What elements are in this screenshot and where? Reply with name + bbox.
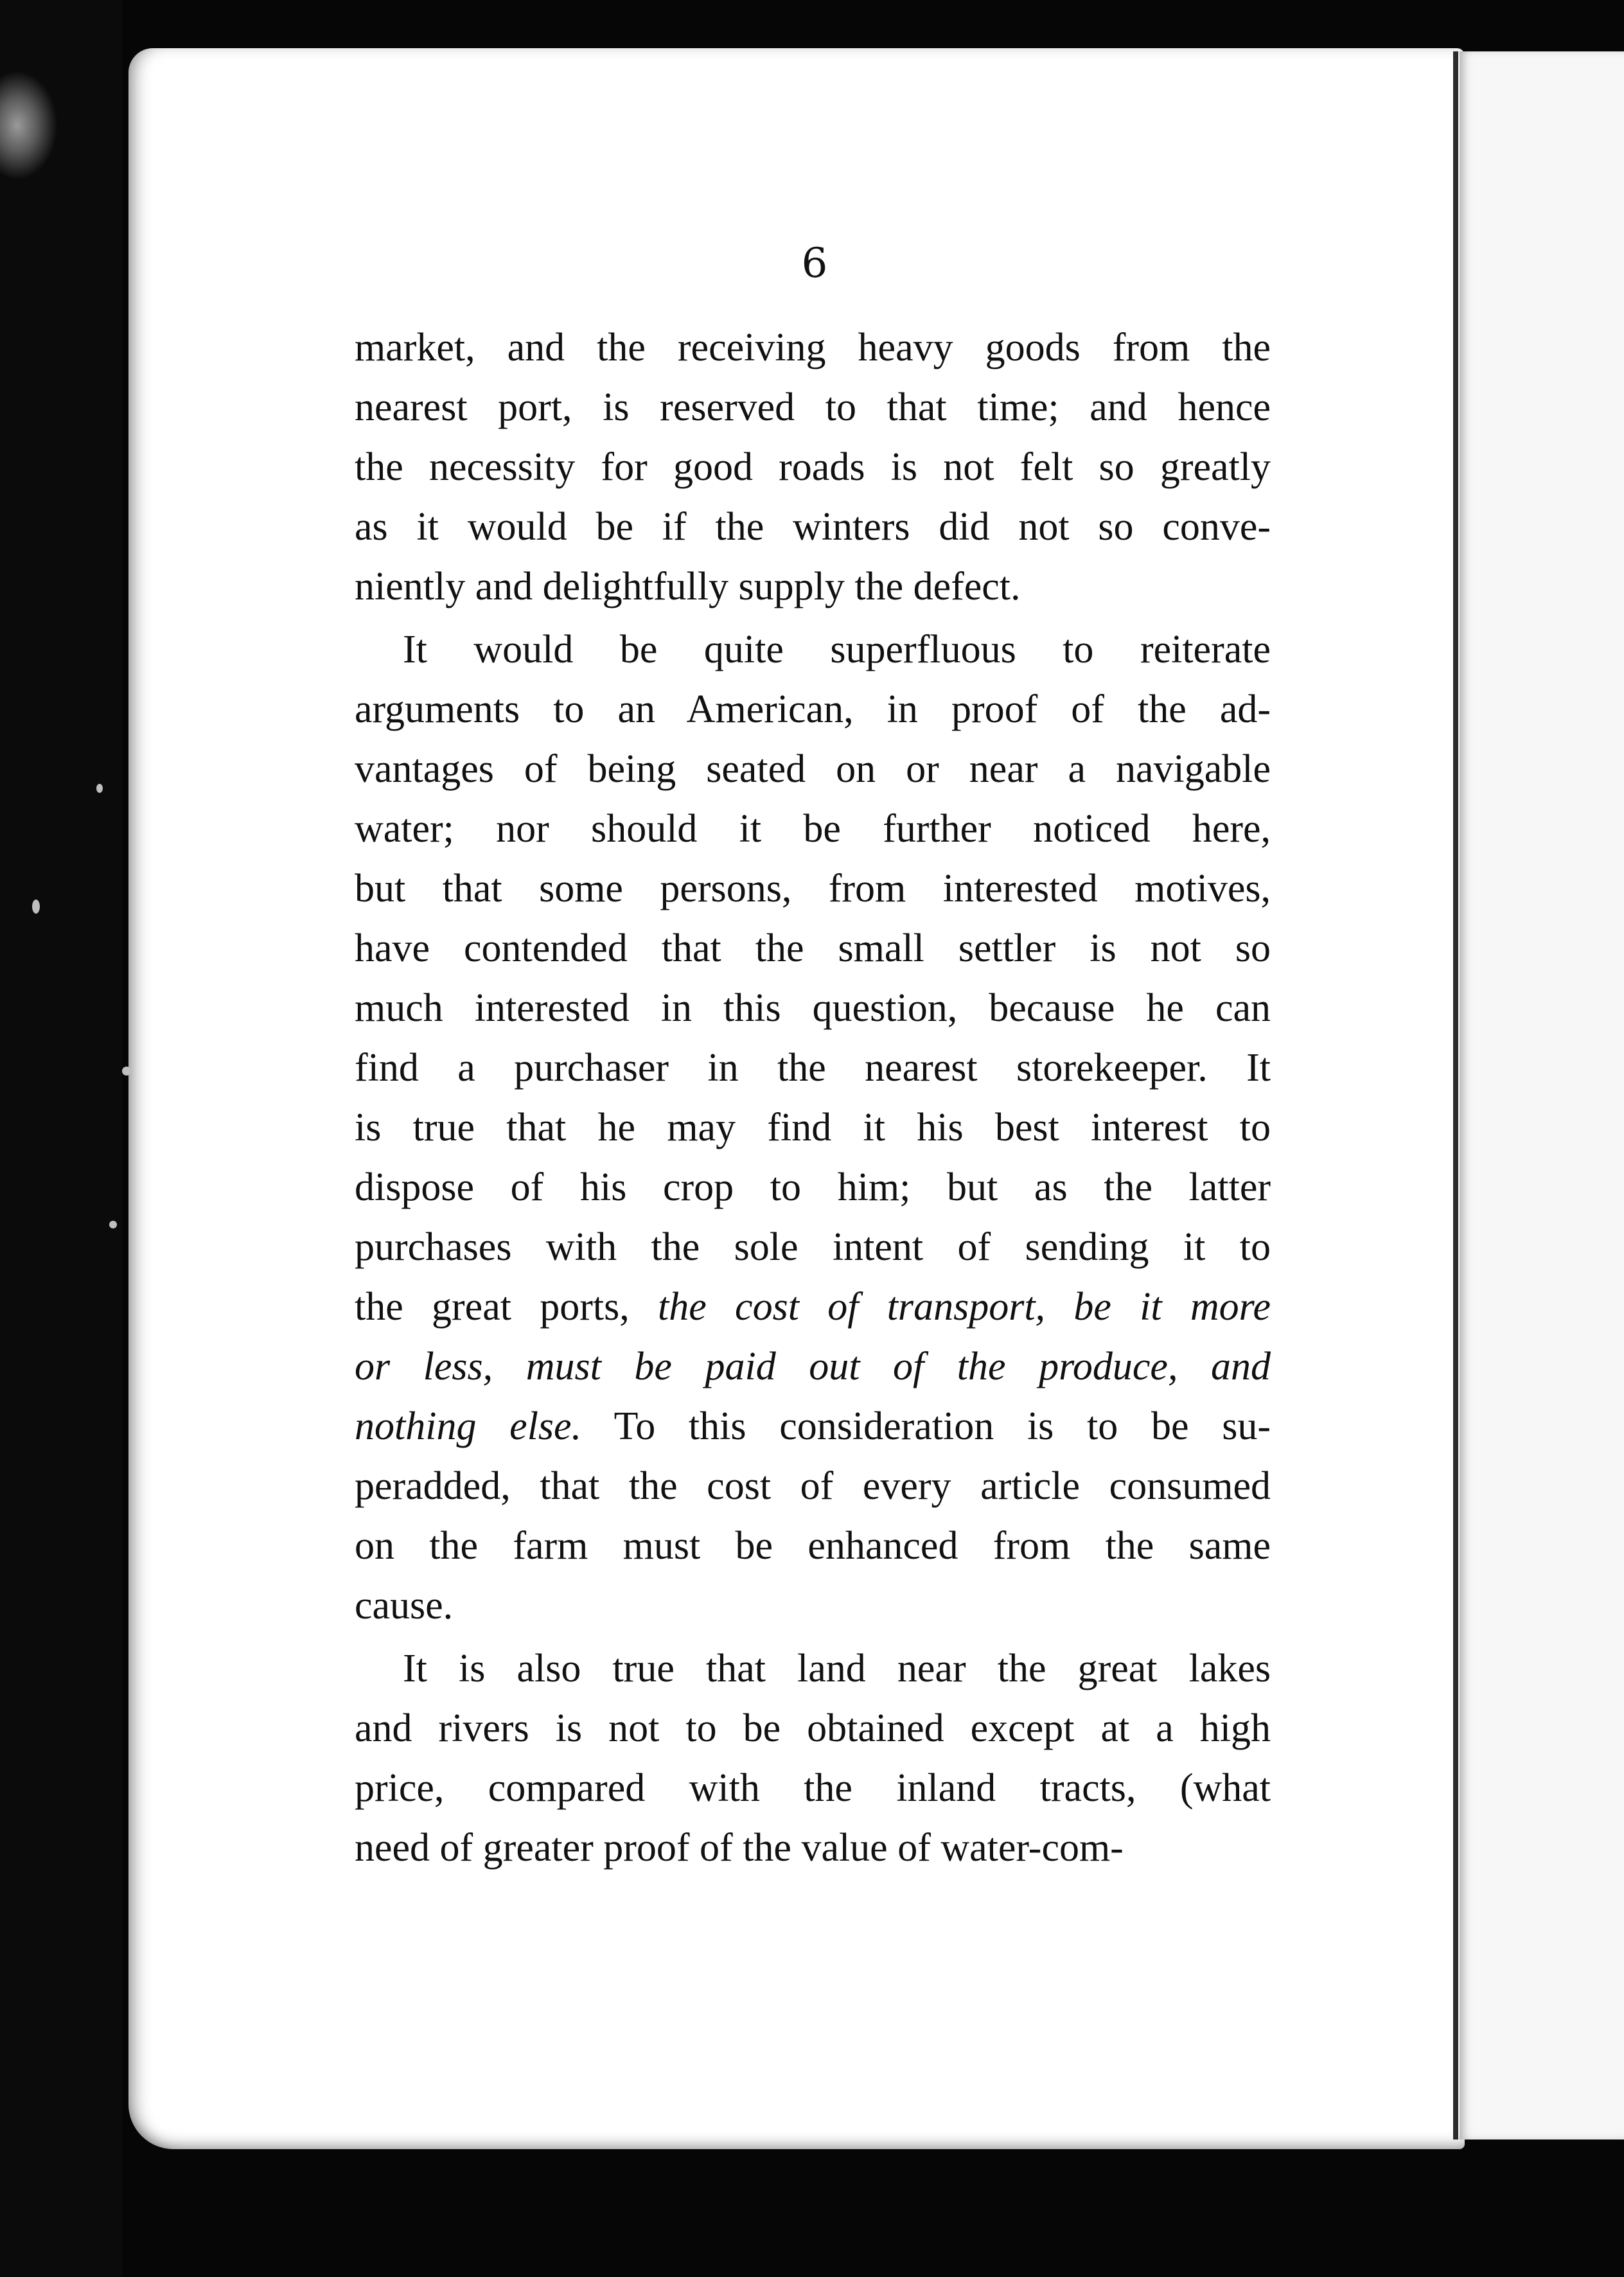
text-line	[355, 1639, 1271, 1699]
text-line	[355, 1699, 1271, 1759]
line-text: as it would be if the winters did not so conve-	[355, 505, 1271, 549]
line-text: To this consideration is to be su-	[581, 1404, 1271, 1448]
line-text: arguments to an American, in proof of the ad-	[355, 687, 1271, 731]
line-text: the necessity for good roads is not felt so greatly	[355, 445, 1271, 489]
line-text: nearest port, is reserved to that time; and hence	[355, 385, 1271, 429]
text-line	[355, 1158, 1271, 1218]
line-text: peradded, that the cost of every article consumed	[355, 1464, 1271, 1508]
line-text: vantages of being seated on or near a navigable	[355, 747, 1271, 791]
book-spine	[1453, 51, 1458, 2140]
text-line	[355, 1759, 1271, 1818]
text-line	[355, 1218, 1271, 1277]
line-text: find a purchaser in the nearest storekeeper. It	[355, 1046, 1271, 1090]
adjacent-page-edge	[1460, 51, 1624, 2140]
line-text: much interested in this question, because he can	[355, 986, 1271, 1030]
text-line	[355, 1576, 1271, 1636]
line-text: but that some persons, from interested motives,	[355, 867, 1271, 910]
line-text: market, and the receiving heavy goods from the	[355, 326, 1271, 369]
line-text: price, compared with the inland tracts, (what	[355, 1766, 1271, 1810]
line-text: water; nor should it be further noticed here,	[355, 807, 1271, 851]
line-text: is true that he may find it his best interest to	[355, 1106, 1271, 1149]
scan-left-edge	[0, 0, 122, 2277]
text-line	[355, 1337, 1271, 1397]
line-text: on the farm must be enhanced from the same	[355, 1524, 1271, 1568]
italic-text: the cost of transport, be it more	[658, 1285, 1271, 1329]
line-text: niently and delightfully supply the defect.	[355, 565, 1021, 608]
text-line	[355, 799, 1271, 859]
text-line	[355, 378, 1271, 438]
body-text	[355, 318, 1271, 1878]
line-text: dispose of his crop to him; but as the latter	[355, 1165, 1271, 1209]
italic-text: nothing else.	[355, 1404, 582, 1448]
italic-text: or less, must be paid out of the produce, and	[355, 1345, 1271, 1388]
text-line	[355, 919, 1271, 979]
text-line	[355, 859, 1271, 919]
text-line	[355, 680, 1271, 740]
scan-speck	[122, 1067, 131, 1076]
text-line	[355, 1818, 1271, 1878]
text-line	[355, 620, 1271, 680]
text-line	[355, 438, 1271, 497]
text-line	[355, 1098, 1271, 1158]
text-line	[355, 740, 1271, 799]
text-line	[355, 979, 1271, 1038]
text-line	[355, 1038, 1271, 1098]
line-text: need of greater proof of the value of water-com-	[355, 1826, 1124, 1870]
text-line	[355, 1457, 1271, 1516]
scan-speck	[32, 899, 40, 914]
text-line	[355, 1397, 1271, 1457]
text-line	[355, 1516, 1271, 1576]
text-line	[355, 497, 1271, 557]
scan-speck	[96, 784, 103, 793]
text-line	[355, 557, 1271, 617]
text-line	[355, 318, 1271, 378]
line-text: purchases with the sole intent of sending it to	[355, 1225, 1271, 1269]
torn-paper-scrap	[0, 71, 58, 180]
line-text: cause.	[355, 1584, 454, 1627]
line-text: It would be quite superfluous to reiterate	[403, 628, 1271, 671]
scan-speck	[109, 1221, 117, 1228]
line-text: and rivers is not to be obtained except at a high	[355, 1706, 1271, 1750]
line-text: have contended that the small settler is not so	[355, 926, 1271, 970]
line-text: It is also true that land near the great lakes	[403, 1647, 1271, 1690]
line-text: the great ports,	[355, 1285, 658, 1329]
text-line	[355, 1277, 1271, 1337]
page-number: 6	[801, 240, 828, 287]
